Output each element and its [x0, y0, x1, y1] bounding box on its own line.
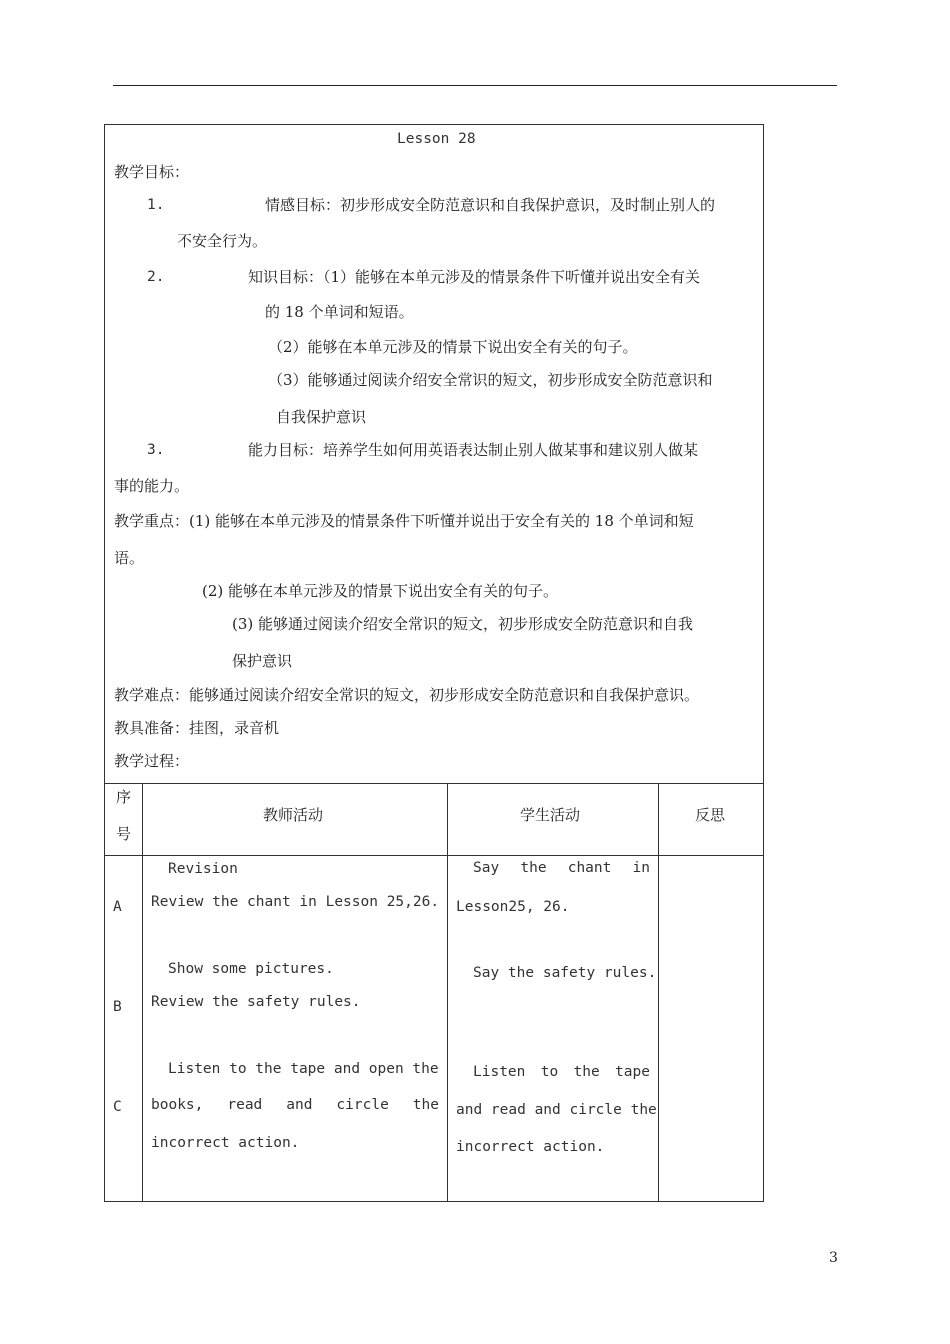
row-a-seq: A	[113, 899, 122, 915]
goal-3-line-2: 事的能力。	[114, 477, 190, 495]
key-points-3-line-1: (3) 能够通过阅读介绍安全常识的短文，初步形成安全防范意识和自我	[232, 615, 694, 633]
goal-2-sub-3-line-1: （3）能够通过阅读介绍安全常识的短文，初步形成安全防范意识和	[268, 371, 713, 389]
header-rule	[113, 85, 837, 86]
row-c-teacher-line-3: incorrect action.	[151, 1135, 300, 1151]
goal-2-line-2: 的 18 个单词和短语。	[265, 303, 414, 321]
table-top-border	[104, 783, 764, 784]
header-teacher-activity: 教师活动	[263, 806, 324, 824]
row-c-student-word: Listen	[473, 1064, 526, 1080]
row-c-teacher-word: and	[286, 1097, 313, 1113]
header-seq-line-1: 序	[116, 788, 132, 806]
row-c-seq: C	[113, 1099, 122, 1115]
page-number: 3	[829, 1250, 838, 1266]
row-a-student-line-1	[473, 860, 650, 876]
row-b-teacher-line-1: Show some pictures.	[168, 961, 334, 977]
key-points-3-line-2: 保护意识	[232, 652, 293, 670]
row-a-teacher-line-1: Revision	[168, 861, 238, 877]
header-seq-line-2: 号	[116, 825, 132, 843]
row-c-student-word: to	[540, 1064, 559, 1080]
row-c-teacher-word: books,	[151, 1097, 204, 1113]
lesson-title: Lesson 28	[397, 131, 476, 147]
header-reflection: 反思	[695, 806, 726, 824]
row-c-teacher-word: the	[412, 1097, 439, 1113]
row-a-student-word: chant	[567, 860, 612, 876]
table-header-border	[104, 855, 764, 856]
goal-2-line-1: 知识目标：（1）能够在本单元涉及的情景条件下听懂并说出安全有关	[248, 268, 701, 286]
table-column-divider-2	[447, 783, 448, 1202]
key-points-line-2: 语。	[114, 549, 145, 567]
row-a-student-word: in	[632, 860, 650, 876]
row-c-student-word: the	[573, 1064, 600, 1080]
row-c-teacher-line-1: Listen to the tape and open the	[168, 1061, 439, 1077]
row-c-teacher-word: circle	[336, 1097, 389, 1113]
row-c-teacher-line-2	[151, 1097, 439, 1113]
table-column-divider-3	[658, 783, 659, 1202]
row-a-student-line-2: Lesson25, 26.	[456, 899, 570, 915]
table-column-divider-1	[142, 783, 143, 1202]
row-c-teacher-word: read	[227, 1097, 263, 1113]
row-a-teacher-line-2: Review the chant in Lesson 25,26.	[151, 894, 440, 910]
row-a-student-word: the	[520, 860, 547, 876]
difficult-points: 教学难点：能够通过阅读介绍安全常识的短文，初步形成安全防范意识和自我保护意识。	[114, 686, 700, 704]
header-student-activity: 学生活动	[520, 806, 581, 824]
goal-3-number: 3.	[147, 442, 165, 458]
goal-3-line-1: 能力目标：培养学生如何用英语表达制止别人做某事和建议别人做某	[248, 441, 699, 459]
row-c-student-line-3: incorrect action.	[456, 1139, 605, 1155]
goals-heading: 教学目标：	[114, 163, 190, 181]
row-a-student-word: Say	[473, 860, 500, 876]
key-points-2: (2) 能够在本单元涉及的情景下说出安全有关的句子。	[202, 582, 559, 600]
row-b-student-line-1: Say the safety rules.	[473, 965, 657, 981]
row-b-teacher-line-2: Review the safety rules.	[151, 994, 361, 1010]
row-c-student-line-1	[473, 1064, 650, 1080]
goal-1-line-2: 不安全行为。	[177, 232, 268, 250]
goal-2-number: 2.	[147, 269, 165, 285]
goal-1-number: 1.	[147, 197, 165, 213]
row-b-seq: B	[113, 999, 122, 1015]
process-heading: 教学过程：	[114, 752, 190, 770]
teaching-aids: 教具准备：挂图，录音机	[114, 719, 280, 737]
goal-2-sub-2: （2）能够在本单元涉及的情景下说出安全有关的句子。	[268, 338, 638, 356]
goal-1-line-1: 情感目标：初步形成安全防范意识和自我保护意识，及时制止别人的	[265, 196, 716, 214]
row-c-student-line-2: and read and circle the	[456, 1102, 657, 1118]
goal-2-sub-3-line-2: 自我保护意识	[276, 408, 367, 426]
row-c-student-word: tape	[615, 1064, 650, 1080]
key-points-line-1: 教学重点：(1) 能够在本单元涉及的情景条件下听懂并说出于安全有关的 18 个单词和短	[114, 512, 694, 530]
